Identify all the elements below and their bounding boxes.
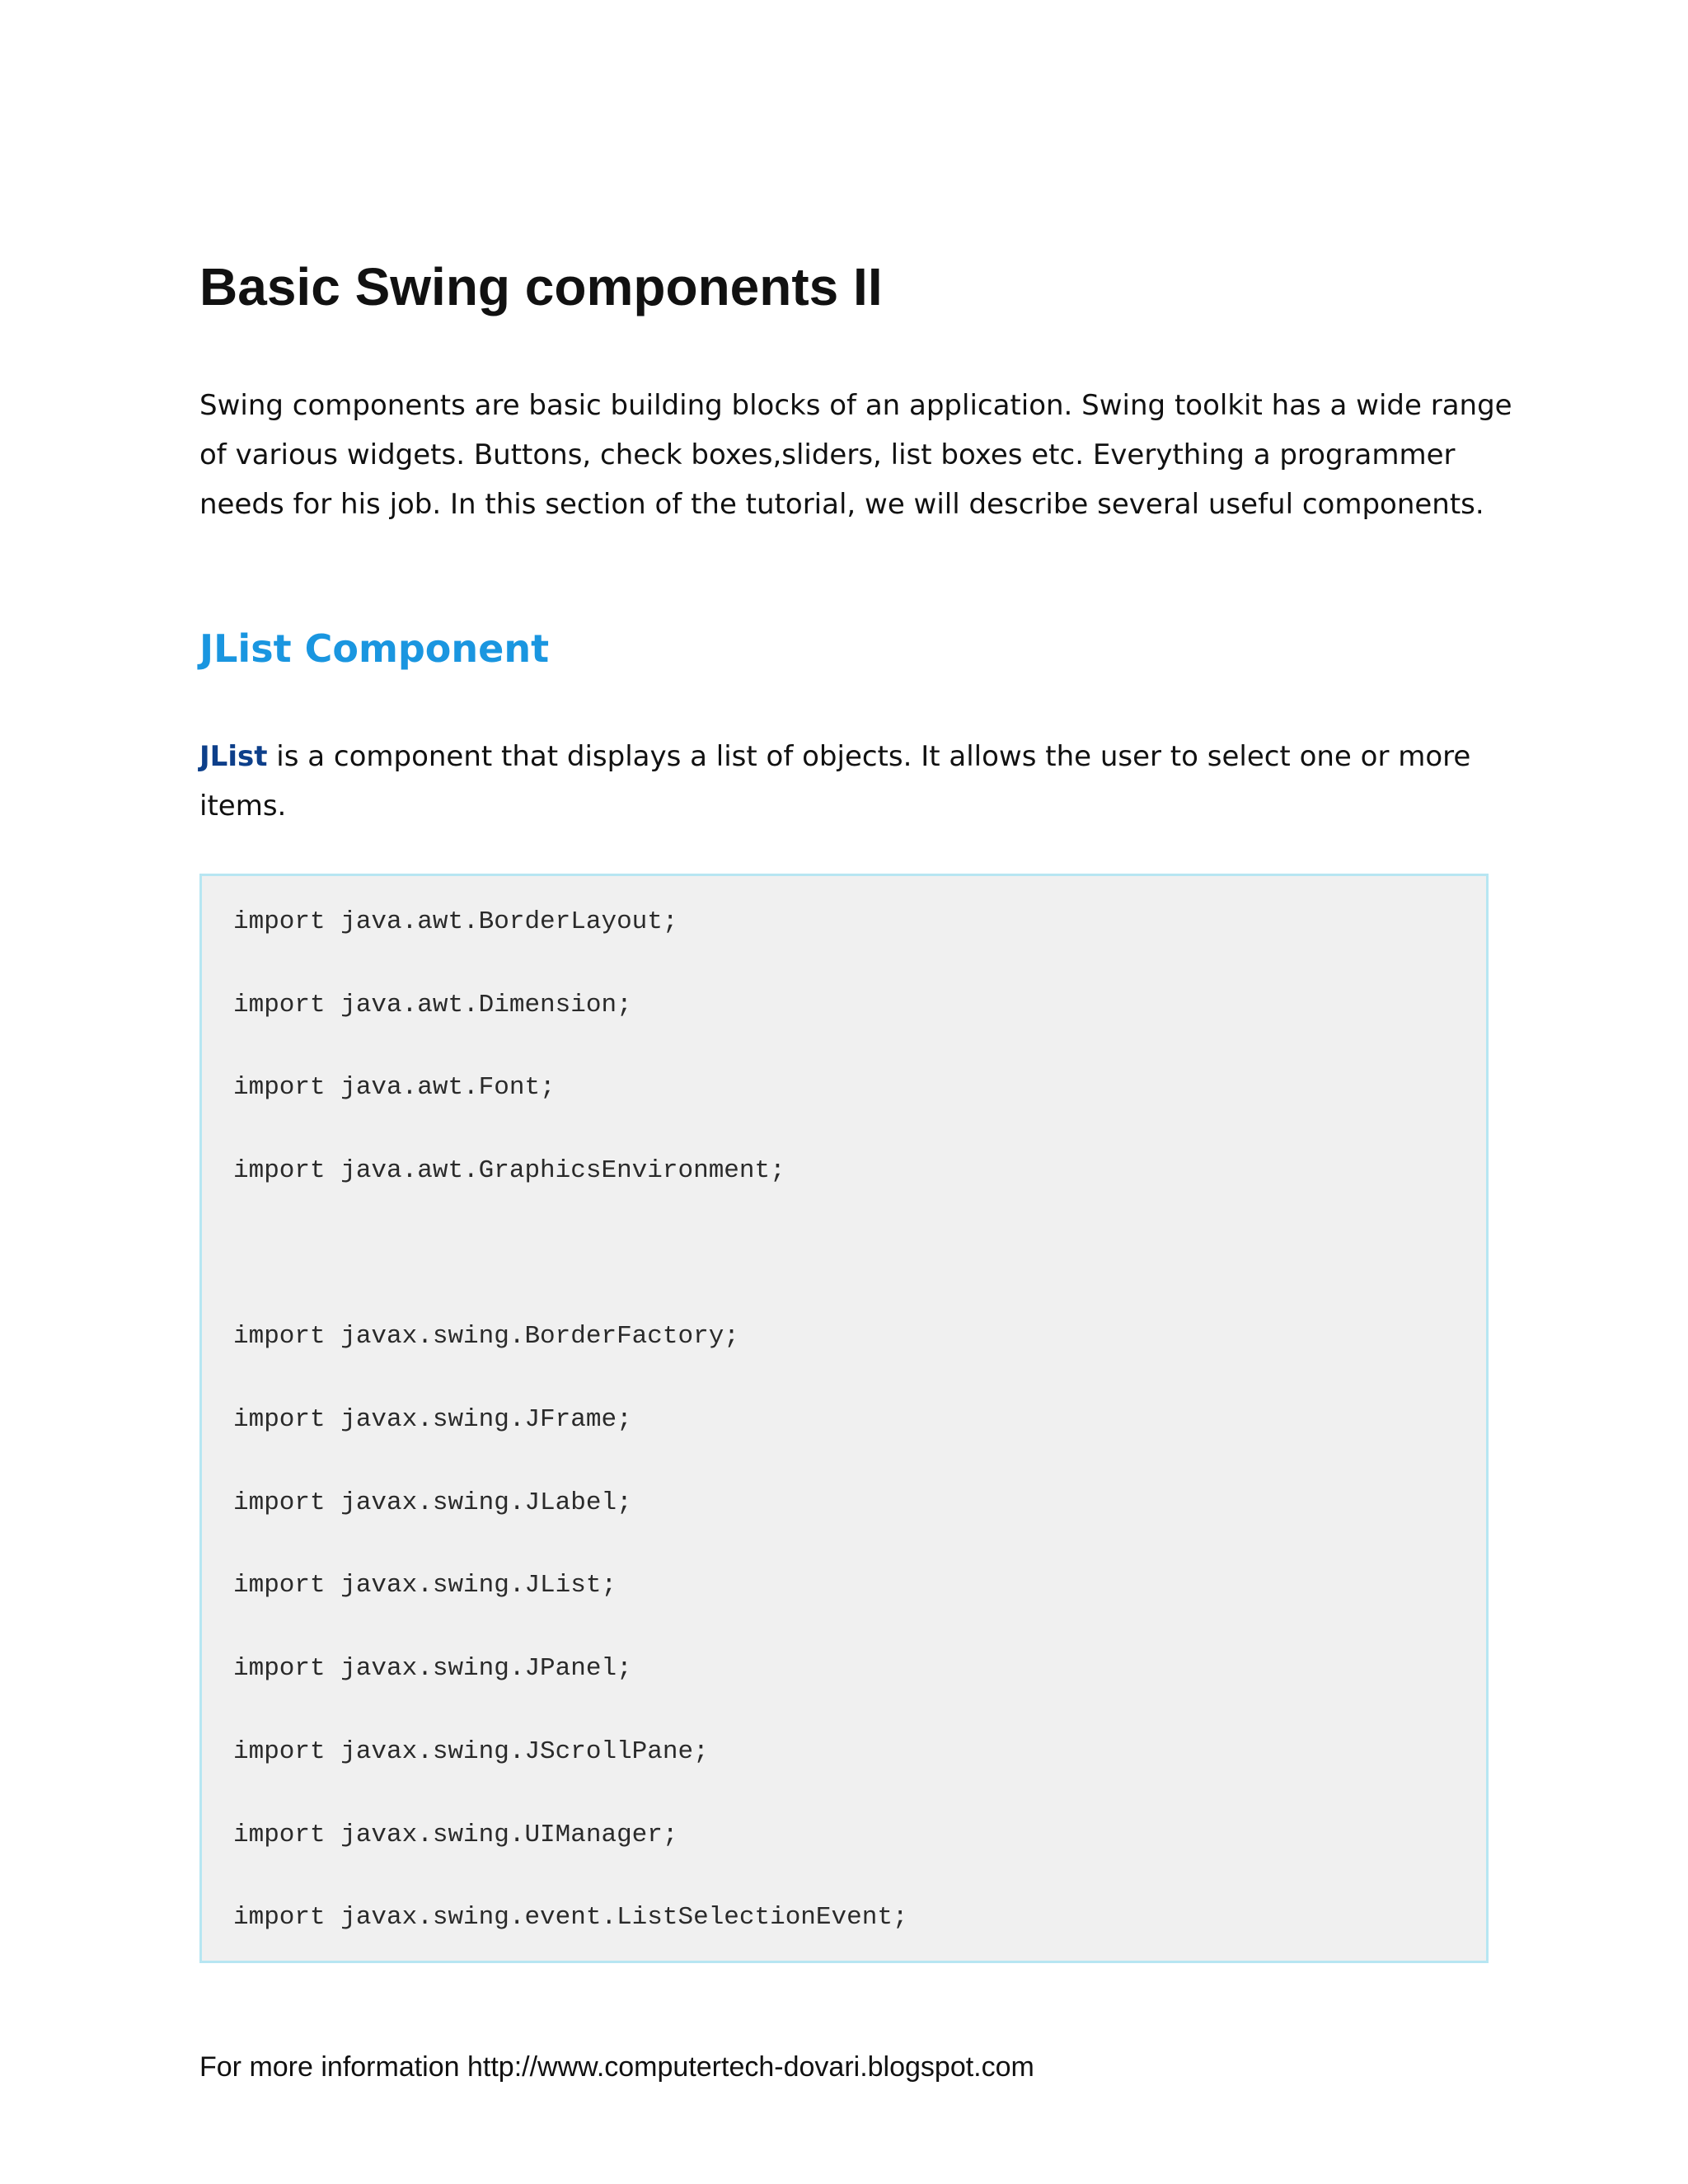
code-line: import javax.swing.UIManager; (233, 1821, 678, 1849)
code-line: import javax.swing.BorderFactory; (233, 1322, 739, 1351)
code-line: import javax.swing.JLabel; (233, 1488, 632, 1517)
code-line: import javax.swing.JScrollPane; (233, 1737, 709, 1766)
code-line: import javax.swing.JFrame; (233, 1405, 632, 1434)
section-heading-jlist: JList Component (199, 626, 550, 671)
code-block (199, 874, 1489, 1963)
code-line: import javax.swing.event.ListSelectionEvent; (233, 1903, 908, 1932)
page-title: Basic Swing components II (199, 257, 883, 316)
intro-paragraph: Swing components are basic building blocks of an application. Swing toolkit has a wide range of various widgets. Buttons, check boxes,sliders, list boxes etc. Everything a programmer needs for his job. In this section of the tutorial, we will describe several useful components. (199, 389, 1512, 521)
code-line: import java.awt.Dimension; (233, 991, 632, 1019)
code-line: import java.awt.GraphicsEnvironment; (233, 1156, 785, 1185)
jlist-description-text: is a component that displays a list of objects. It allows the user to select one or more items. (199, 740, 1471, 823)
code-line: import javax.swing.JList; (233, 1571, 617, 1600)
footer-note: For more information http://www.computertech-dovari.blogspot.com (199, 2051, 1034, 2083)
code-line: import java.awt.BorderLayout; (233, 907, 678, 936)
jlist-term: JList (199, 740, 268, 773)
jlist-description (199, 732, 1518, 831)
code-line: import java.awt.Font; (233, 1073, 556, 1102)
code-line: import javax.swing.JPanel; (233, 1654, 632, 1683)
